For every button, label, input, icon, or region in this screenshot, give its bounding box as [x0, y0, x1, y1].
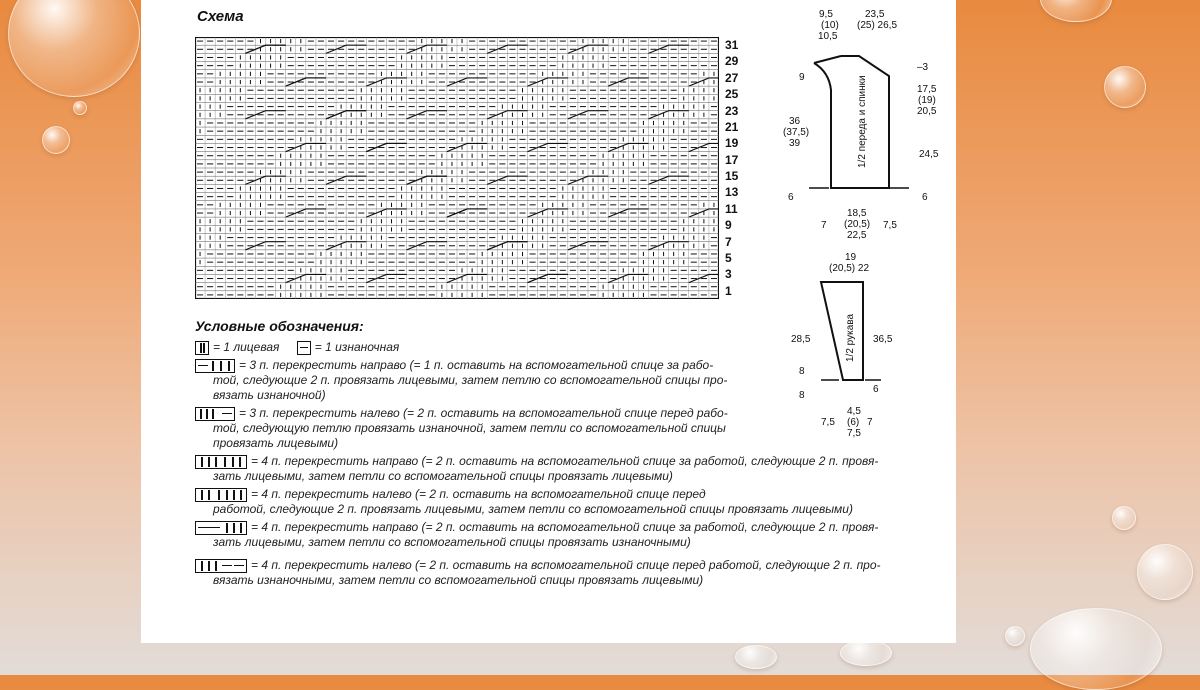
- legend-item: = 4 п. перекрестить налево (= 2 п. оставить на вспомогательной спице перед работой, следующие 2 п. провязать лицевыми, затем петли со вспомогательной спицы провязать лицевыми): [195, 487, 945, 517]
- legend-knit-text: = 1 лицевая: [213, 340, 280, 354]
- pattern-sheet: [141, 0, 956, 643]
- body-schematic: [769, 0, 954, 250]
- row-number: 5: [725, 250, 732, 265]
- bottom-dim: 7: [821, 220, 827, 231]
- side-length: 24,5: [919, 149, 939, 160]
- cuff-height: 6: [873, 384, 879, 395]
- knit-symbol-icon: [195, 341, 209, 355]
- sleeve-schematic-label: 1/2 рукава: [845, 313, 856, 362]
- cable-4-right-purl-icon: [195, 521, 247, 535]
- neck-depth: 9: [799, 72, 805, 83]
- knitting-chart-grid: [195, 37, 719, 299]
- legend-item: = 3 п. перекрестить направо (= 1 п. оставить на вспомогательной спице за рабо- той, следующие 2 п. провязать лицевыми, затем петлю со вспомогательной спицы про- вязать изнаночной): [195, 358, 945, 403]
- sleeve-top-width: 19: [845, 252, 857, 263]
- row-number: 3: [725, 267, 732, 282]
- legend-item: = 3 п. перекрестить налево (= 2 п. оставить на вспомогательной спице перед рабо- той, следующую петлю провязать изнаночной, затем петли со вспомогательной спицы провязать лицевыми): [195, 406, 945, 451]
- water-drop-decoration: [1137, 544, 1193, 600]
- water-drop-decoration: [1005, 626, 1025, 646]
- sleeve-outline: [821, 282, 863, 380]
- neck-width: 9,5: [819, 9, 833, 20]
- row-number: 23: [725, 103, 739, 118]
- body-length: 36: [789, 116, 801, 127]
- purl-symbol-icon: [297, 341, 311, 355]
- water-drop-decoration: [1030, 608, 1162, 690]
- row-number: 29: [725, 54, 739, 69]
- row-number: 7: [725, 234, 732, 249]
- rib-height: 6: [922, 192, 928, 203]
- row-number: 17: [725, 152, 739, 167]
- cable-3-left-icon: [195, 407, 235, 421]
- body-length: 39: [789, 138, 801, 149]
- row-number: 21: [725, 119, 739, 134]
- chart-title: Схема: [197, 8, 244, 25]
- sleeve-length: 36,5: [873, 334, 893, 345]
- cable-4-left-icon: [195, 488, 247, 502]
- water-drop-decoration: [1040, 0, 1112, 22]
- body-schematic-label: 1/2 переда и спинки: [857, 75, 868, 168]
- cuff-height: 8: [799, 366, 805, 377]
- row-number: 31: [725, 38, 739, 52]
- neck-width: (10): [821, 20, 839, 31]
- armhole-depth: 20,5: [917, 106, 937, 117]
- sleeve-bottom-mid: (6): [847, 417, 860, 428]
- water-drop-decoration: [840, 640, 892, 666]
- water-drop-decoration: [73, 101, 87, 115]
- water-drop-decoration: [1104, 66, 1146, 108]
- sleeve-top-width: (20,5) 22: [829, 263, 870, 274]
- row-number: 1: [725, 283, 732, 298]
- shoulder-width: (25) 26,5: [857, 20, 898, 31]
- sleeve-length: 28,5: [791, 334, 811, 345]
- sleeve-bottom-mid: 4,5: [847, 406, 861, 417]
- body-length: (37,5): [783, 127, 810, 138]
- neck-width: 10,5: [818, 31, 838, 42]
- armhole-depth: (19): [918, 95, 936, 106]
- water-drop-decoration: [1112, 506, 1136, 530]
- legend-item: = 4 п. перекрестить направо (= 2 п. оставить на вспомогательной спице за работой, следующие 2 п. провя- зать лицевыми, затем петли со вспомогательной спицы провязать изнаночными): [195, 520, 945, 550]
- cable-4-right-icon: [195, 455, 247, 469]
- row-number: 11: [725, 201, 738, 216]
- row-number: 13: [725, 185, 739, 200]
- bottom-width: (20,5): [844, 219, 871, 230]
- cuff-height: 8: [799, 390, 805, 401]
- bottom-width: 18,5: [847, 208, 867, 219]
- body-outline: [814, 56, 889, 188]
- legend-item: = 4 п. перекрестить налево (= 2 п. оставить на вспомогательной спице перед работой, следующие 2 п. про- вязать изнаночными, затем петли со вспомогательной спицы провязать лицевыми): [195, 558, 945, 588]
- shoulder-width: 23,5: [865, 9, 885, 20]
- armhole-depth: 17,5: [917, 84, 937, 95]
- row-number: 15: [725, 169, 739, 183]
- row-number: 25: [725, 87, 739, 102]
- rib-height: 6: [788, 192, 794, 203]
- row-number: 19: [725, 136, 739, 151]
- row-number: 27: [725, 70, 739, 85]
- sleeve-bottom-dim: 7,5: [821, 417, 835, 428]
- water-drop-decoration: [8, 0, 140, 97]
- sleeve-schematic: [781, 250, 951, 450]
- water-drop-decoration: [735, 645, 777, 669]
- legend-purl-text: = 1 изнаночная: [314, 340, 400, 354]
- sleeve-bottom-mid: 7,5: [847, 428, 861, 439]
- cable-3-right-icon: [195, 359, 235, 373]
- row-number: 9: [725, 218, 732, 233]
- shoulder-drop: –3: [917, 62, 929, 73]
- sleeve-bottom-dim: 7: [867, 417, 873, 428]
- legend-item: = 4 п. перекрестить направо (= 2 п. оставить на вспомогательной спице за работой, следующие 2 п. провя- зать лицевыми, затем петли со вспомогательной спицы провязать лицевыми): [195, 454, 945, 484]
- water-drop-decoration: [42, 126, 70, 154]
- bottom-dim: 7,5: [883, 220, 897, 231]
- bottom-width: 22,5: [847, 230, 867, 241]
- cable-4-left-purl-icon: [195, 559, 247, 573]
- legend-title: Условные обозначения:: [195, 318, 364, 334]
